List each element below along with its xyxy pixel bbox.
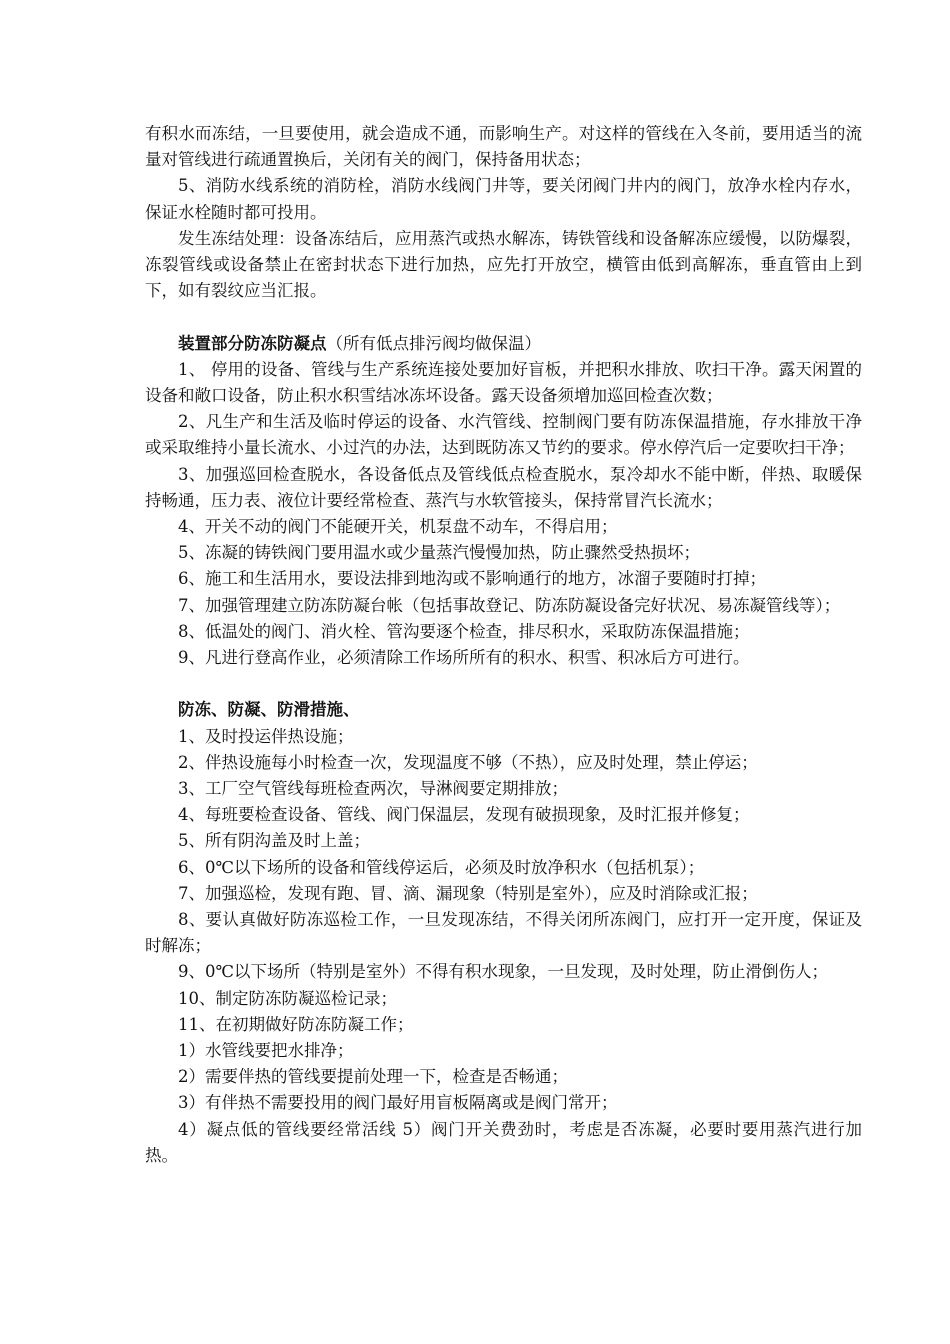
section2-item-7: 7、加强巡检，发现有跑、冒、滴、漏现象（特别是室外），应及时消除或汇报； (178, 883, 758, 903)
section1-title: 装置部分防冻防凝点 (178, 333, 327, 353)
section2-item-8: 8、要认真做好防冻巡检工作，一旦发现冻结，不得关闭所冻阀门，应打开一定开度，保证及时解冻； (145, 910, 862, 956)
document-page (145, 121, 862, 1169)
section1-item-3: 3、加强巡回检查脱水，各设备低点及管线低点检查脱水，泵冷却水不能中断，伴热、取暖保持畅通，压力表、液位计要经常检查、蒸汽与水软管接头，保持常冒汽长流水； (145, 464, 862, 510)
section2-item-4: 4、每班要检查设备、管线、阀门保温层，发现有破损现象，及时汇报并修复； (178, 805, 750, 825)
section1-item-6: 6、施工和生活用水，要设法排到地沟或不影响通行的地方，冰溜子要随时打掉； (178, 569, 766, 589)
section1-item-7: 7、加强管理建立防冻防凝台帐（包括事故登记、防冻防凝设备完好状况、易冻凝管线等）； (178, 595, 841, 615)
section2-item-6: 6、0℃以下场所的设备和管线停运后，必须及时放净积水（包括机泵）； (178, 857, 705, 877)
section2-subitem-3: 3）有伴热不需要投用的阀门最好用盲板隔离或是阀门常开； (178, 1093, 618, 1113)
section1-item-1: 1、 停用的设备、管线与生产系统连接处要加好盲板，并把积水排放、吹扫干净。露天闲置的设备和敞口设备，防止积水积雪结冰冻坏设备。露天设备须增加巡回检查次数； (145, 359, 862, 406)
section2-subitem-1: 1）水管线要把水排净； (178, 1041, 354, 1061)
section2-item-3: 3、工厂空气管线每班检查两次，导淋阀要定期排放； (178, 779, 568, 799)
section2-subitem-2: 2）需要伴热的管线要提前处理一下，检查是否畅通； (178, 1067, 568, 1087)
section2-item-1: 1、及时投运伴热设施； (178, 726, 354, 746)
section2-heading: 防冻、防凝、防滑措施、 (178, 700, 360, 720)
section2-subitem-4: 4）凝点低的管线要经常活线 5）阀门开关费劲时，考虑是否冻凝，必要时要用蒸汽进行加热。 (145, 1119, 862, 1165)
intro-paragraph-2: 5、消防水线系统的消防栓，消防水线阀门井等，要关闭阀门井内的阀门，放净水栓内存水，保证水栓随时都可投用。 (145, 176, 862, 222)
spacer (145, 304, 862, 330)
section1-heading (145, 331, 862, 357)
section1-note: （所有低点排污阀均做保温） (326, 333, 541, 353)
section1-item-5: 5、冻凝的铸铁阀门要用温水或少量蒸汽慢慢加热，防止骤然受热损坏； (178, 543, 700, 563)
spacer (145, 671, 862, 697)
intro-paragraph-3: 发生冻结处理：设备冻结后，应用蒸汽或热水解冻，铸铁管线和设备解冻应缓慢，以防爆裂，冻裂管线或设备禁止在密封状态下进行加热，应先打开放空，横管由低到高解冻，垂直管由上到下，如有裂纹应当汇报。 (145, 228, 862, 301)
section2-item-5: 5、所有阴沟盖及时上盖； (178, 831, 370, 851)
intro-paragraph-1: 有积水而冻结，一旦要使用，就会造成不通，而影响生产。对这样的管线在入冬前，要用适当的流量对管线进行疏通置换后，关闭有关的阀门，保持备用状态； (145, 124, 862, 170)
section1-item-9: 9、凡进行登高作业，必须清除工作场所所有的积水、积雪、积冰后方可进行。 (178, 648, 750, 668)
section1-item-8: 8、低温处的阀门、消火栓、管沟要逐个检查，排尽积水，采取防冻保温措施； (178, 621, 750, 641)
section1-item-2: 2、凡生产和生活及临时停运的设备、水汽管线、控制阀门要有防冻保温措施，存水排放干净或采取维持小量长流水、小过汽的办法，达到既防冻又节约的要求。停水停汽后一定要吹扫干净； (145, 412, 862, 458)
section2-item-2: 2、伴热设施每小时检查一次，发现温度不够（不热），应及时处理，禁止停运； (178, 752, 758, 772)
section1-item-4: 4、开关不动的阀门不能硬开关，机泵盘不动车，不得启用； (178, 517, 618, 537)
section2-item-11: 11、在初期做好防冻防凝工作； (178, 1014, 414, 1034)
section2-item-10: 10、制定防冻防凝巡检记录； (178, 988, 397, 1008)
section2-item-9: 9、0℃以下场所（特别是室外）不得有积水现象，一旦发现，及时处理，防止滑倒伤人； (178, 962, 828, 982)
